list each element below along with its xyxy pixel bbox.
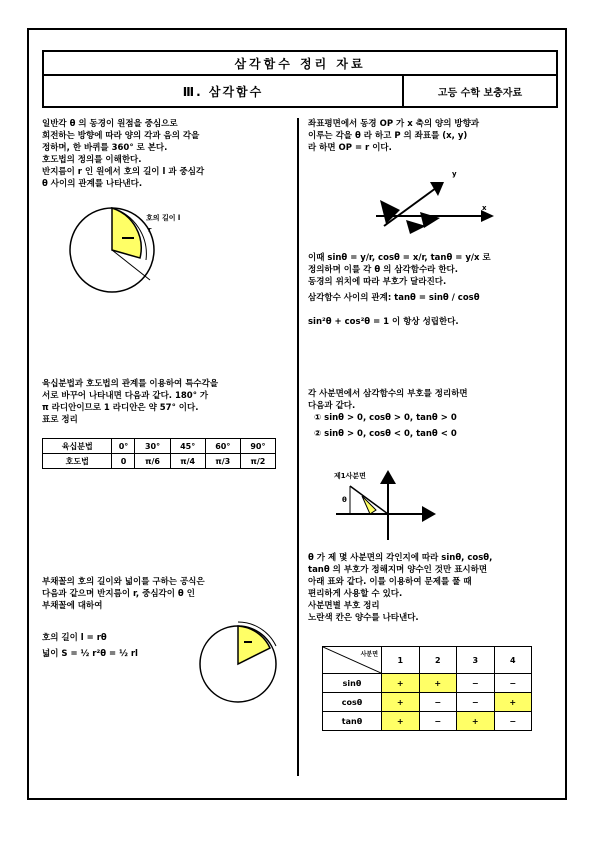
row-header-cell: cosθ: [323, 693, 382, 712]
text-line: 라 하면 OP = r 이다.: [308, 143, 392, 153]
text-line: 서로 바꾸어 나타내면 다음과 같다. 180° 가: [42, 391, 209, 401]
table-cell: −: [457, 693, 495, 712]
text-line: 정의하며 이를 각 θ 의 삼각함수라 한다.: [308, 265, 458, 275]
table-cell: π/3: [205, 454, 240, 469]
text-line: 반지름이 r 인 원에서 호의 길이 l 과 중심각: [42, 167, 205, 177]
table-cell: 육십분법: [43, 439, 112, 454]
table-cell: +: [382, 712, 420, 731]
left-formulas: [42, 632, 202, 664]
table-row: [323, 712, 532, 731]
vector-figure: [366, 166, 496, 246]
text-line: 편리하게 사용할 수 있다.: [308, 589, 403, 599]
table-header-cell: 3: [457, 647, 495, 674]
formula-q1: ① sinθ > 0, cosθ > 0, tanθ > 0: [314, 413, 457, 423]
text-line: 호도법의 정의를 이해한다.: [42, 155, 142, 165]
table-cell: +: [494, 693, 532, 712]
corner-label: 사분면: [360, 651, 378, 658]
right-paragraph-1: [308, 118, 556, 154]
table-header-cell: 4: [494, 647, 532, 674]
table-cell: +: [457, 712, 495, 731]
right-paragraph-2: [308, 252, 556, 304]
table-cell: +: [382, 674, 420, 693]
text-line: 좌표평면에서 동경 OP 가 x 축의 양의 방향과: [308, 119, 480, 129]
table-cell: 0°: [112, 439, 135, 454]
text-line: 다음과 같으며 반지름이 r, 중심각이 θ 인: [42, 589, 195, 599]
formula-arc-length: 호의 길이 l = rθ: [42, 633, 107, 643]
table-cell: π/6: [135, 454, 170, 469]
table-corner-cell: [323, 647, 382, 674]
identity-line: sin²θ + cos²θ = 1 이 항상 성립한다.: [308, 317, 459, 327]
table-cell: −: [494, 712, 532, 731]
text-line: 다음과 같다.: [308, 401, 356, 411]
table-cell: +: [419, 674, 457, 693]
text-line: θ 가 제 몇 사분면의 각인지에 따라 sinθ, cosθ,: [308, 553, 493, 563]
right-paragraph-5: [308, 552, 556, 624]
row-header-cell: sinθ: [323, 674, 382, 693]
text-line: 사분면별 부호 정리: [308, 601, 380, 611]
sector-figure-1: [62, 198, 222, 298]
theta-label: θ: [342, 496, 347, 504]
table-row: [323, 693, 532, 712]
table-cell: −: [494, 674, 532, 693]
table-cell: 호도법: [43, 454, 112, 469]
text-line: tanθ 의 부호가 정해지며 양수인 것만 표시하면: [308, 565, 488, 575]
table-cell: +: [382, 693, 420, 712]
quadrant-figure: [330, 466, 440, 546]
table-cell: −: [419, 693, 457, 712]
text-line: 정하며, 한 바퀴를 360° 로 본다.: [42, 143, 168, 153]
text-line: π 라디안이므로 1 라디안은 약 57° 이다.: [42, 403, 199, 413]
table-row: [323, 674, 532, 693]
table-cell: 60°: [205, 439, 240, 454]
left-paragraph-3: [42, 576, 274, 612]
table-cell: −: [419, 712, 457, 731]
left-paragraph-1: [42, 118, 292, 190]
text-line: 부채꼴에 대하여: [42, 601, 103, 611]
formula-q2: ② sinθ > 0, cosθ < 0, tanθ < 0: [314, 429, 457, 439]
text-line: θ 사이의 관계를 나타낸다.: [42, 179, 143, 189]
table-row: [43, 439, 276, 454]
section-header: [42, 76, 558, 108]
table-cell: 45°: [170, 439, 205, 454]
table-cell: 30°: [135, 439, 170, 454]
sign-table: [322, 646, 532, 731]
arrow-icon: [430, 182, 444, 196]
text-line: 회전하는 방향에 따라 양의 각과 음의 각을: [42, 131, 200, 141]
arrow-icon: [422, 506, 436, 522]
table-row: [43, 454, 276, 469]
axis-x-label: x: [482, 204, 487, 212]
text-line: 표로 정리: [42, 415, 78, 425]
table-cell: 0: [112, 454, 135, 469]
quadrant-label: 제1사분면: [334, 472, 366, 480]
axis-y-label: y: [452, 170, 457, 178]
table-cell: −: [457, 674, 495, 693]
text-line: 삼각함수 사이의 관계: tanθ = sinθ / cosθ: [308, 293, 480, 303]
table-cell: π/4: [170, 454, 205, 469]
table-header-cell: 1: [382, 647, 420, 674]
table-cell: 90°: [240, 439, 275, 454]
text-line: 이때 sinθ = y/r, cosθ = x/r, tanθ = y/x 로: [308, 253, 491, 263]
arc-length-label: 호의 길이 l: [146, 214, 181, 222]
text-line: 동경의 위치에 따라 부호가 달라진다.: [308, 277, 447, 287]
table-row: [323, 647, 532, 674]
text-line: 각 사분면에서 삼각함수의 부호를 정리하면: [308, 389, 468, 399]
table-cell: π/2: [240, 454, 275, 469]
row-header-cell: tanθ: [323, 712, 382, 731]
text-line: 이루는 각을 θ 라 하고 P 의 좌표를 (x, y): [308, 131, 468, 141]
arrow-icon: [380, 470, 396, 484]
left-paragraph-2: [42, 378, 292, 426]
text-line: 부채꼴의 호의 길이와 넓이를 구하는 공식은: [42, 577, 205, 587]
text-line: 일반각 θ 의 동경이 원점을 중심으로: [42, 119, 178, 129]
text-line: 아래 표와 같다. 이를 이용하여 문제를 풀 때: [308, 577, 472, 587]
column-divider: [297, 118, 299, 776]
section-badge: 고등 수학 보충자료: [437, 87, 523, 99]
text-line: 육십분법과 호도법의 관계를 이용하여 특수각을: [42, 379, 219, 389]
sector-figure-2: [196, 616, 286, 706]
text-line: 노란색 칸은 양수를 나타낸다.: [308, 613, 419, 623]
page-title: 삼각함수 정리 자료: [42, 50, 558, 76]
right-paragraph-4: [308, 388, 556, 440]
table-header-cell: 2: [419, 647, 457, 674]
radius-label: r: [148, 226, 152, 234]
formula-area: 넓이 S = ½ r²θ = ½ rl: [42, 649, 138, 659]
angle-conversion-table: [42, 438, 276, 469]
section-title: Ⅲ. 삼각함수: [44, 76, 404, 106]
